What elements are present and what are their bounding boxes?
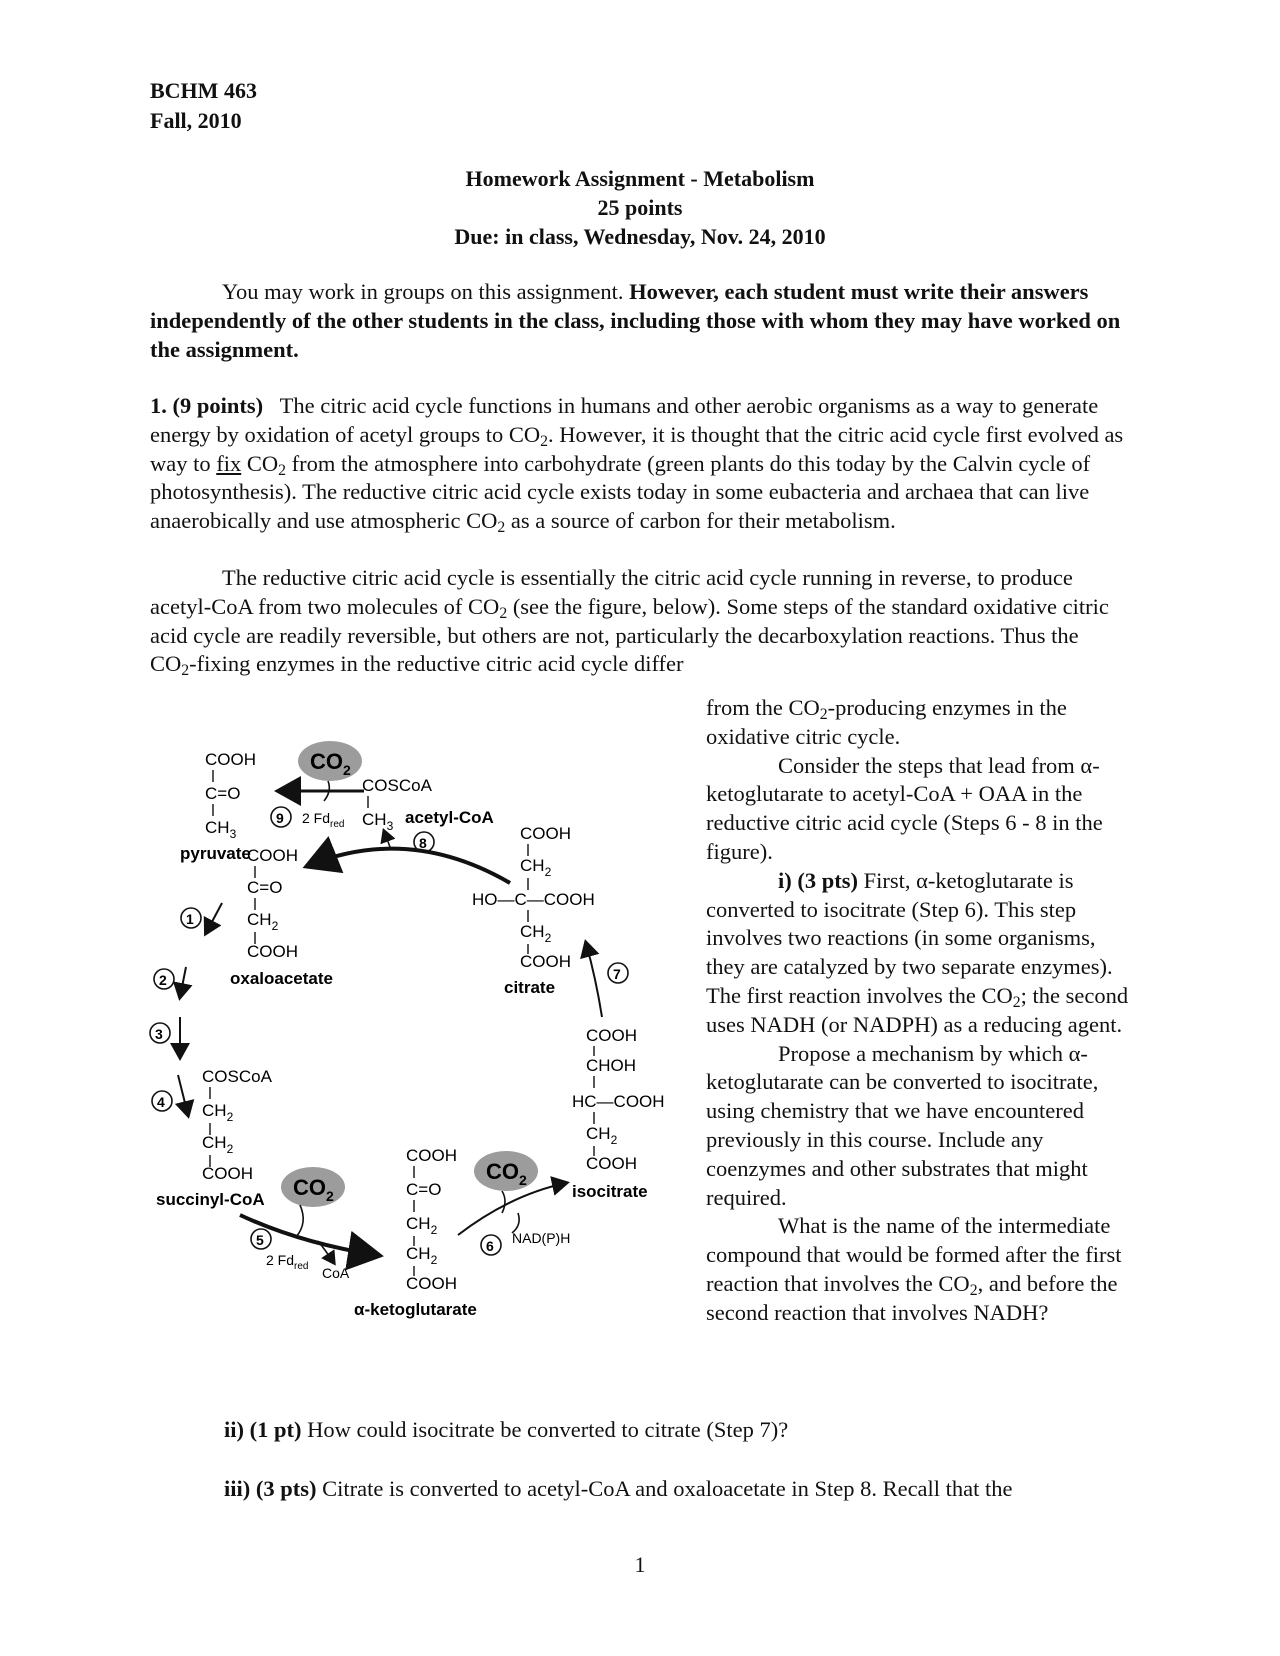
akg-cooh-1: COOH — [406, 1146, 457, 1165]
question-iii-label: iii) (3 pts) — [224, 1476, 317, 1501]
question-iii — [224, 1475, 1144, 1504]
course-code: BCHM 463 — [150, 78, 257, 103]
acetyl-coa-label: acetyl-CoA — [405, 808, 494, 827]
akg-cooh-2: COOH — [406, 1274, 457, 1293]
succinyl-ch2-1: $CH_2$ — [202, 1101, 234, 1124]
q1-p2-continued — [706, 694, 1130, 752]
alpha-ketoglutarate-structure — [354, 1146, 477, 1319]
step-5-number: 5 — [256, 1232, 264, 1248]
step-9-fd: 2 $Fd_{red}$ — [302, 810, 345, 830]
question-i — [706, 867, 1130, 1040]
oaa-co: C=O — [247, 878, 283, 897]
isocitrate-hc-cooh: HC—COOH — [572, 1092, 665, 1111]
q1-paragraph-2 — [150, 564, 1130, 679]
step-7-number: 7 — [613, 966, 621, 982]
acetyl-coa-cos: COSCoA — [362, 776, 432, 795]
pyruvate-structure — [180, 750, 256, 863]
isocitrate-ch2: $CH_2$ — [586, 1124, 618, 1147]
isocitrate-structure — [572, 1026, 665, 1201]
q1-p2-c: -fixing enzymes in the reductive citric acid cycle differ — [189, 651, 684, 677]
q1-text-c: CO — [241, 450, 279, 476]
sub: 2 — [819, 705, 828, 723]
citrate-ch2-2: $CH_2$ — [520, 922, 552, 945]
step-6-arrow — [458, 1183, 566, 1235]
step-6-number: 6 — [486, 1238, 494, 1254]
title-line-3: Due: in class, Wednesday, Nov. 24, 2010 — [454, 224, 826, 249]
q1-p2-b: (see the figure, below). Some steps of the standard oxidative citric acid cycle are readily reversible, but others are not, particularly the decarboxylation reactions. Thus the CO — [150, 593, 1109, 677]
alpha-ketoglutarate-label: α-ketoglutarate — [354, 1300, 477, 1319]
question-i-label: i) (3 pts) — [778, 867, 858, 893]
step-1-number: 1 — [186, 911, 194, 927]
citrate-label: citrate — [504, 978, 556, 997]
co2-top-label: $CO_2$ — [310, 749, 351, 778]
oaa-cooh-1: COOH — [247, 846, 298, 865]
acetyl-ch3: $CH_3$ — [362, 810, 394, 833]
co2-step5-label: $CO_2$ — [293, 1175, 334, 1204]
sub: 2 — [497, 519, 506, 537]
succinyl-cos: COSCoA — [202, 1067, 272, 1086]
step-2-arrow — [180, 967, 186, 997]
succinyl-ch2-2: $CH_2$ — [202, 1133, 234, 1156]
sub: 2 — [181, 662, 190, 680]
page-number: 1 — [634, 1552, 646, 1577]
q1-text-e: as a source of carbon for their metabolism. — [505, 508, 896, 534]
citrate-cooh-2: COOH — [520, 952, 571, 971]
q1-p2-a: The reductive citric acid cycle is essentially the citric acid cycle running in reverse, to produce acetyl-CoA from two molecules of CO — [150, 565, 1073, 619]
title-line-2: 25 points — [597, 195, 683, 220]
step-8-number: 8 — [419, 835, 427, 851]
q1-paragraph-1 — [150, 392, 1130, 536]
pyruvate-co: C=O — [205, 784, 241, 803]
isocitrate-choh: CHOH — [586, 1056, 637, 1075]
title-block — [0, 164, 1280, 251]
oxaloacetate-label: oxaloacetate — [230, 969, 333, 988]
course-header — [150, 76, 257, 136]
co2-badge-step5 — [281, 1167, 345, 1207]
citrate-ch2-1: $CH_2$ — [520, 856, 552, 879]
right-column — [706, 694, 1130, 1328]
reductive-citric-acid-cycle-figure — [140, 735, 700, 1385]
title-line-1: Homework Assignment - Metabolism — [465, 166, 815, 191]
q1-p2-d: from the CO — [706, 695, 820, 720]
intro-paragraph — [150, 278, 1130, 364]
co2-step6-label: $CO_2$ — [486, 1159, 527, 1188]
question-ii-text: How could isocitrate be converted to citrate (Step 7)? — [307, 1417, 789, 1442]
q1-text-d: from the atmosphere into carbohydrate (green plants do this today by the Calvin cycle of photosynthesis). The reductive citric acid cycle exists today in some eubacteria and archaea that can live anaerobically and use atmospheric CO — [150, 450, 1091, 534]
sub: 2 — [969, 1281, 978, 1299]
step-2-number: 2 — [159, 972, 167, 988]
question-ii — [224, 1416, 1124, 1445]
oaa-cooh-2: COOH — [247, 942, 298, 961]
akg-ch2-1: $CH_2$ — [406, 1214, 438, 1237]
step-8-arrow — [310, 849, 510, 883]
q1-text-a: The citric acid cycle functions in humans and other aerobic organisms as a way to generate energy by oxidation of acetyl groups to CO — [150, 393, 1099, 447]
step-3-number: 3 — [155, 1026, 163, 1042]
intro-bold: However, each student must write their answers independently of the other students in the class, including those with whom they may have worked on the assignment. — [150, 279, 1121, 362]
question-ii-label: ii) (1 pt) — [224, 1417, 302, 1442]
pyruvate-ch3: $CH_3$ — [205, 818, 237, 841]
sub: 2 — [499, 604, 508, 622]
akg-co: C=O — [406, 1180, 442, 1199]
citrate-cooh-1: COOH — [520, 824, 571, 843]
q1-text-b: . However, it is thought that the citric acid cycle first evolved as way to — [150, 421, 1124, 476]
sub: 2 — [540, 432, 549, 450]
question-i-text-2: ; the second uses NADH (or NADPH) as a reducing agent. — [706, 982, 1129, 1037]
oaa-ch2: $CH_2$ — [247, 910, 279, 933]
q1-paragraph-5 — [706, 1212, 1130, 1327]
question-iii-text: Citrate is converted to acetyl-CoA and oxaloacetate in Step 8. Recall that the — [322, 1476, 1013, 1501]
q1-fix-word: fix — [216, 450, 242, 476]
q1-p5-b: , and before the second reaction that involves NADH? — [706, 1270, 1118, 1325]
isocitrate-cooh-2: COOH — [586, 1154, 637, 1173]
succinyl-coa-label: succinyl-CoA — [156, 1190, 265, 1209]
q1-p2-e: -producing enzymes in the oxidative citric cycle. — [706, 695, 1067, 749]
sub: 2 — [1012, 993, 1021, 1011]
oxaloacetate-structure — [230, 846, 333, 988]
q1-p5-a: What is the name of the intermediate compound that would be formed after the first reaction that involves the CO — [706, 1213, 1122, 1296]
co2-badge-top — [298, 741, 362, 781]
question-i-text: First, α-ketoglutarate is converted to isocitrate (Step 6). This step involves two reactions (in some organisms, they are catalyzed by two separate enzymes). The first reaction involves the CO — [706, 867, 1113, 1008]
succinyl-cooh: COOH — [202, 1164, 253, 1183]
step-5-fd: 2 $Fd_{red}$ — [266, 1252, 309, 1272]
step-7-arrow — [586, 943, 602, 1017]
pyruvate-label: pyruvate — [180, 844, 251, 863]
akg-ch2-2: $CH_2$ — [406, 1244, 438, 1267]
citrate-ho-c-cooh: HO—C—COOH — [472, 890, 595, 909]
co2-badge-step6 — [474, 1151, 538, 1191]
succinyl-coa-structure — [156, 1067, 273, 1209]
isocitrate-cooh-1: COOH — [586, 1026, 637, 1045]
citrate-structure — [472, 824, 595, 997]
q1-paragraph-4: Propose a mechanism by which α-ketoglutarate can be converted to isocitrate, using chemistry that we have encountered previously in this course. Include any coenzymes and other substrates that might required. — [706, 1040, 1099, 1210]
q1-paragraph-3: Consider the steps that lead from α-ketoglutarate to acetyl-CoA + OAA in the reductive citric acid cycle (Steps 6 - 8 in the figure). — [706, 752, 1103, 864]
intro-plain: You may work in groups on this assignment. — [222, 279, 624, 304]
step-5-coa: CoA — [322, 1265, 350, 1281]
isocitrate-label: isocitrate — [572, 1182, 648, 1201]
pyruvate-cooh: COOH — [205, 750, 256, 769]
step-9-number: 9 — [276, 810, 284, 826]
step-1-arrow — [206, 903, 222, 933]
course-term: Fall, 2010 — [150, 108, 242, 133]
q1-label: 1. (9 points) — [150, 393, 264, 418]
step-4-arrow — [178, 1075, 188, 1115]
sub: 2 — [278, 461, 287, 479]
step-6-nadph: NAD(P)H — [512, 1230, 571, 1246]
step-4-number: 4 — [157, 1094, 165, 1110]
